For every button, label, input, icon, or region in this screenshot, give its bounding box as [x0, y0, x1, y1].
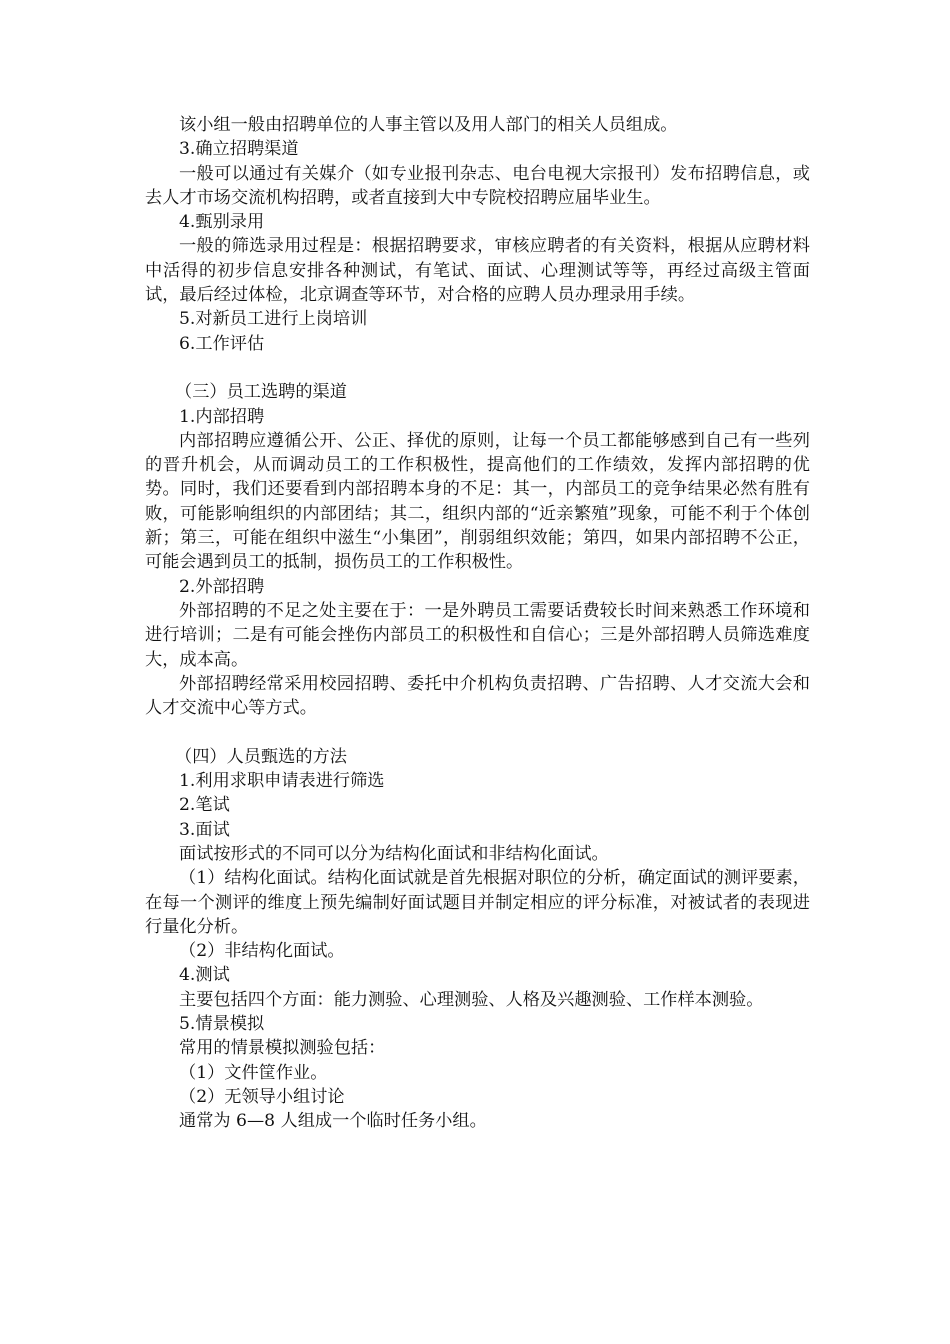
body-paragraph: 外部招聘经常采用校园招聘、委托中介机构负责招聘、广告招聘、人才交流大会和人才交流中心等方式。 — [145, 673, 810, 719]
text-line: 1.内部招聘 — [179, 406, 265, 427]
text-line: 5.情景模拟 — [179, 1013, 265, 1034]
section-spacer — [145, 356, 810, 380]
text-line: 3.面试 — [179, 819, 230, 840]
document-page — [145, 113, 810, 1133]
text-line: 2.外部招聘 — [179, 576, 265, 597]
text-line: 常用的情景模拟测验包括： — [179, 1038, 386, 1059]
text-line: 通常为 6—8 人组成一个临时任务小组。 — [179, 1111, 487, 1132]
body-paragraph: （1）结构化面试。结构化面试就是首先根据对职位的分析，确定面试的测评要素，在每一个测评的维度上预先编制好面试题目并制定相应的评分标准，对被试者的表现进行量化分析。 — [145, 868, 810, 937]
text-line: （1）文件筐作业。 — [179, 1062, 328, 1083]
text-line: 6.工作评估 — [179, 333, 265, 354]
text-line: 面试按形式的不同可以分为结构化面试和非结构化面试。 — [179, 843, 609, 864]
body-paragraph: 一般的筛选录用过程是：根据招聘要求，审核应聘者的有关资料，根据从应聘材料中活得的初步信息安排各种测试，有笔试、面试、心理测试等等，再经过高级主管面试，最后经过体检，北京调查等环节，对合格的应聘人员办理录用手续。 — [145, 236, 810, 306]
text-line: 2.笔试 — [179, 795, 230, 816]
text-line: 3.确立招聘渠道 — [179, 139, 299, 160]
text-line: （2）无领导小组讨论 — [179, 1086, 345, 1107]
section-heading: （四）人员甄选的方法 — [175, 746, 347, 767]
text-line: 4.测试 — [179, 965, 230, 986]
body-paragraph: 内部招聘应遵循公开、公正、择优的原则，让每一个员工都能够感到自己有一些列的晋升机会，从而调动员工的工作积极性，提高他们的工作绩效，发挥内部招聘的优势。同时，我们还要看到内部招聘本身的不足：其一，内部员工的竞争结果必然有胜有败，可能影响组织的内部团结；其二，组织内部的“近亲繁殖”现象，可能不利于个体创新；第三，可能在组织中滋生“小集团”，削弱组织效能；第四，如果内部招聘不公正，可能会遇到员工的抵制，损伤员工的工作积极性。 — [145, 430, 810, 573]
text-line: 5.对新员工进行上岗培训 — [179, 309, 368, 330]
section-heading: （三）员工选聘的渠道 — [175, 382, 347, 403]
section-spacer — [145, 720, 810, 744]
text-line: 4.甄别录用 — [179, 212, 265, 233]
text-line: 1.利用求职申请表进行筛选 — [179, 771, 385, 792]
body-paragraph: 外部招聘的不足之处主要在于：一是外聘员工需要话费较长时间来熟悉工作环境和进行培训；二是有可能会挫伤内部员工的积极性和自信心；三是外部招聘人员筛选难度大，成本高。 — [145, 600, 810, 670]
text-line: （2）非结构化面试。 — [179, 941, 345, 962]
text-line: 主要包括四个方面：能力测验、心理测验、人格及兴趣测验、工作样本测验。 — [179, 989, 764, 1010]
body-paragraph: 一般可以通过有关媒介（如专业报刊杂志、电台电视大宗报刊）发布招聘信息，或去人才市场交流机构招聘，或者直接到大中专院校招聘应届毕业生。 — [145, 163, 810, 208]
body-paragraph: 该小组一般由招聘单位的人事主管以及用人部门的相关人员组成。 — [179, 115, 678, 135]
